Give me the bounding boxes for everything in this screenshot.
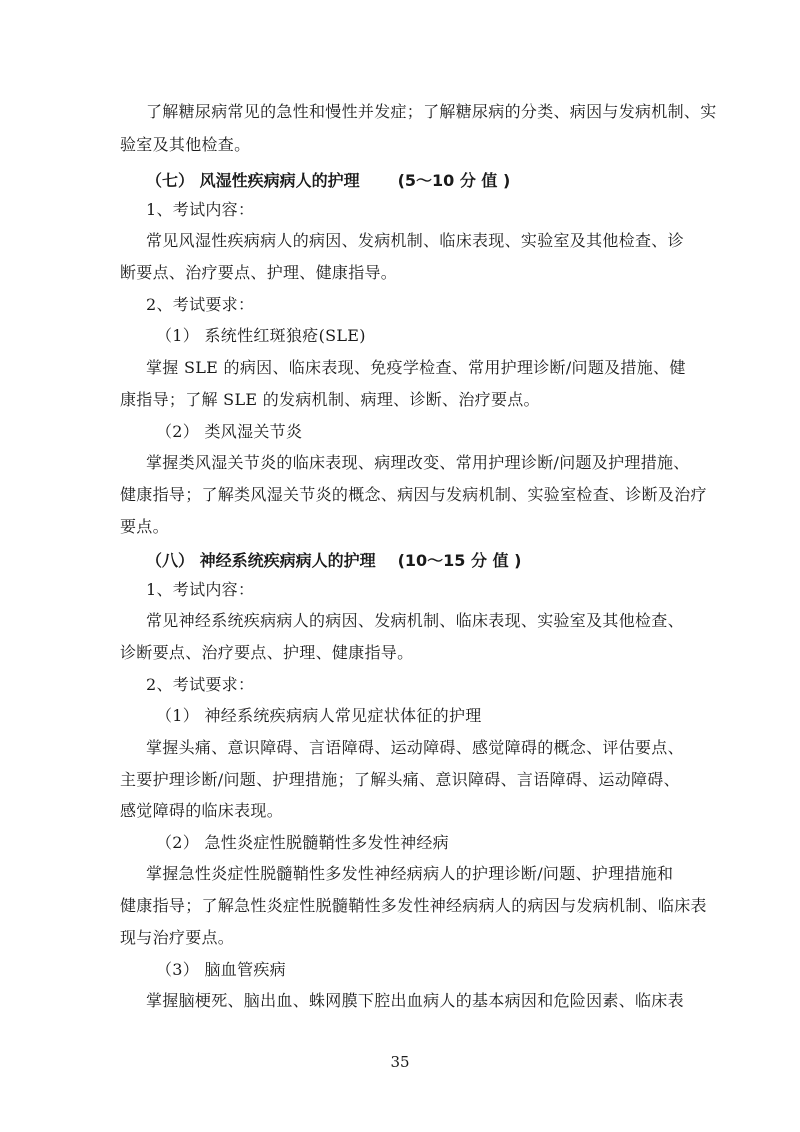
paragraph-line: 掌握头痛、意识障碍、言语障碍、运动障碍、感觉障碍的概念、评估要点、 xyxy=(146,738,684,757)
subsection-heading: （2） 急性炎症性脱髓鞘性多发性神经病 xyxy=(156,833,449,852)
paragraph-line: 断要点、治疗要点、护理、健康指导。 xyxy=(120,263,398,282)
paragraph-line: 主要护理诊断/问题、护理措施；了解头痛、意识障碍、言语障碍、运动障碍、 xyxy=(120,770,680,789)
content-label: 1、考试内容： xyxy=(146,200,255,219)
section-heading-8 xyxy=(146,551,521,571)
subsection-heading: （1） 系统性红斑狼疮(SLE) xyxy=(156,326,366,345)
paragraph-line: 掌握脑梗死、脑出血、蛛网膜下腔出血病人的基本病因和危险因素、临床表 xyxy=(146,991,684,1010)
paragraph-line: 要点。 xyxy=(120,517,169,536)
section-score: (5～10 分 值 ) xyxy=(397,171,511,190)
section-heading-7 xyxy=(146,171,510,191)
subsection-heading: （1） 神经系统疾病病人常见症状体征的护理 xyxy=(156,706,482,725)
section-score: (10～15 分 值 ) xyxy=(397,551,522,570)
paragraph-line: 验室及其他检查。 xyxy=(120,135,251,154)
paragraph-line: 康指导；了解 SLE 的发病机制、病理、诊断、治疗要点。 xyxy=(120,390,540,409)
paragraph-line: 掌握类风湿关节炎的临床表现、病理改变、常用护理诊断/问题及护理措施、 xyxy=(146,453,690,472)
paragraph-line: 常见风湿性疾病病人的病因、发病机制、临床表现、实验室及其他检查、诊 xyxy=(146,231,684,250)
paragraph-line: 现与治疗要点。 xyxy=(120,928,235,947)
paragraph-line: 健康指导；了解类风湿关节炎的概念、病因与发病机制、实验室检查、诊断及治疗 xyxy=(120,485,707,504)
section-title: （七） 风湿性疾病病人的护理 xyxy=(146,171,360,190)
content-label: 1、考试内容： xyxy=(146,580,255,599)
paragraph-line: 常见神经系统疾病病人的病因、发病机制、临床表现、实验室及其他检查、 xyxy=(146,611,684,630)
section-title: （八） 神经系统疾病病人的护理 xyxy=(146,551,376,570)
subsection-heading: （2） 类风湿关节炎 xyxy=(156,422,303,441)
paragraph-line: 了解糖尿病常见的急性和慢性并发症；了解糖尿病的分类、病因与发病机制、实 xyxy=(146,102,717,121)
page-number: 35 xyxy=(390,1053,410,1071)
paragraph-line: 掌握急性炎症性脱髓鞘性多发性神经病病人的护理诊断/问题、护理措施和 xyxy=(146,864,674,883)
paragraph-line: 健康指导；了解急性炎症性脱髓鞘性多发性神经病病人的病因与发病机制、临床表 xyxy=(120,896,707,915)
requirement-label: 2、考试要求： xyxy=(146,295,255,314)
paragraph-line: 诊断要点、治疗要点、护理、健康指导。 xyxy=(120,643,414,662)
requirement-label: 2、考试要求： xyxy=(146,675,255,694)
subsection-heading: （3） 脑血管疾病 xyxy=(156,960,286,979)
paragraph-line: 感觉障碍的临床表现。 xyxy=(120,801,284,820)
paragraph-line: 掌握 SLE 的病因、临床表现、免疫学检查、常用护理诊断/问题及措施、健 xyxy=(146,358,686,377)
